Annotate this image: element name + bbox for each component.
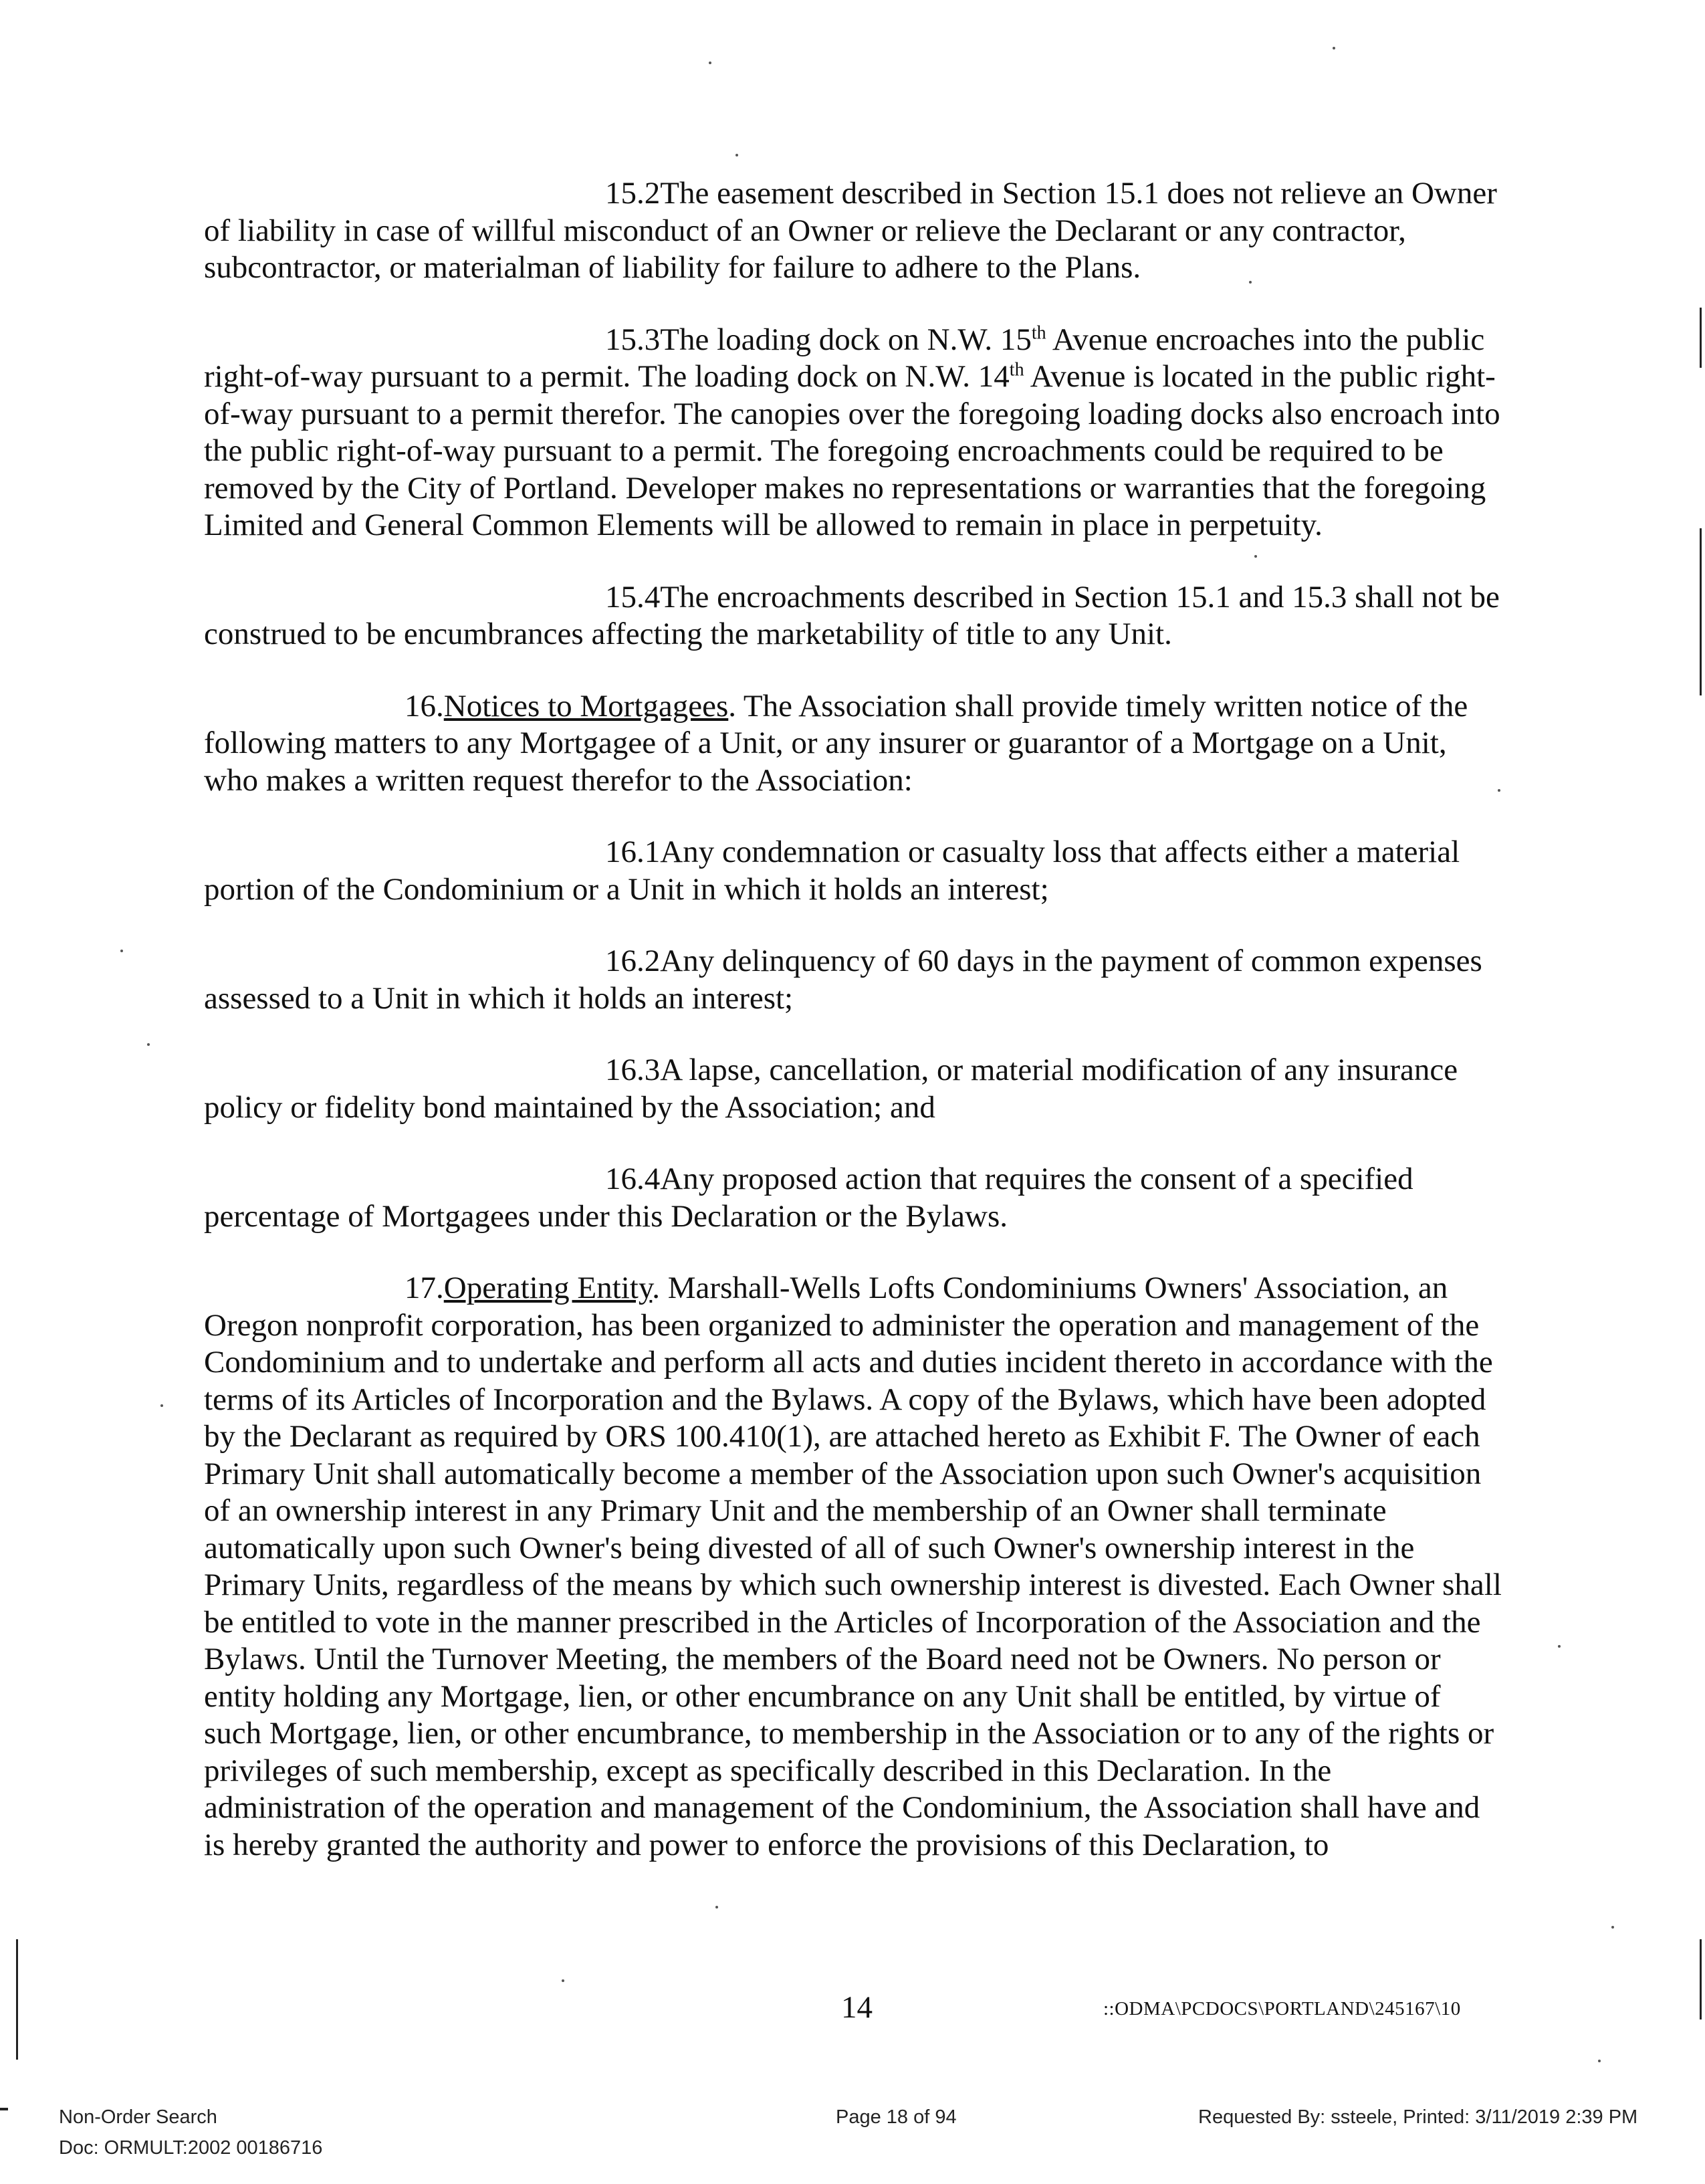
section-number: 16.2 bbox=[605, 944, 661, 978]
section-16 bbox=[204, 688, 1504, 800]
section-number: 17. bbox=[405, 1271, 444, 1305]
scan-speck bbox=[1558, 1645, 1561, 1648]
section-text: Any delinquency of 60 days in the payment of common expenses assessed to a Unit in which it holds an interest; bbox=[204, 944, 1482, 1016]
footer-page-count: Page 18 of 94 bbox=[836, 2106, 957, 2128]
section-number: 15.2 bbox=[605, 176, 661, 211]
scan-edge-mark bbox=[1700, 528, 1702, 695]
footer-search-type: Non-Order Search bbox=[59, 2106, 217, 2128]
scan-speck bbox=[1498, 789, 1500, 792]
section-text-part-c: Avenue is located in the public right-of-way pursuant to a permit therefor. The canopies over the foregoing loading docks also encroach into the public right-of-way pursuant to a permit. The foregoing encroachments could be required to be removed by the City of Portland. Developer makes no representations or warranties that the foregoing Limited and General Common Elements will be allowed to remain in place in perpetuity. bbox=[204, 359, 1500, 542]
superscript-ordinal: th bbox=[1031, 322, 1046, 343]
scan-edge-mark bbox=[1700, 308, 1702, 368]
section-heading: Notices to Mortgagees bbox=[443, 688, 729, 724]
scan-speck bbox=[147, 1043, 150, 1046]
scan-speck bbox=[1598, 2060, 1601, 2062]
page-number: 14 bbox=[841, 1990, 873, 2025]
section-number: 15.3 bbox=[605, 322, 661, 357]
scan-speck bbox=[709, 62, 711, 64]
superscript-ordinal: th bbox=[1009, 359, 1024, 380]
section-text: Any proposed action that requires the consent of a specified percentage of Mortgagees under this Declaration or the Bylaws. bbox=[204, 1162, 1413, 1234]
scan-speck bbox=[1333, 47, 1335, 49]
scan-edge-mark bbox=[16, 1939, 18, 2060]
scan-speck bbox=[1249, 281, 1252, 284]
section-text-part-a: The loading dock on N.W. 15 bbox=[660, 322, 1032, 357]
section-text: . Marshall-Wells Lofts Condominiums Owners' Association, an Oregon nonprofit corporation, has been organized to administer the operation and management of the Condominium and to undertake and perform all acts and duties incident thereto in accordance with the terms of its Articles of Incorporation and the Bylaws. A copy of the Bylaws, which have been adopted by the Declarant as required by ORS 100.410(1), are attached hereto as Exhibit F. The Owner of each Primary Unit shall automatically become a member of the Association upon such Owner's acquisition of an ownership interest in any Primary Unit and the membership of an Owner shall terminate automatically upon such Owner's being divested of all of such Owner's ownership interest in the Primary Units, regardless of the means by which such ownership interest is divested. Each Owner shall be entitled to vote in the manner prescribed in the Articles of Incorporation of the Association and the Bylaws. Until the Turnover Meeting, the members of the Board need not be Owners. No person or entity holding any Mortgage, lien, or other encumbrance on any Unit shall be entitled, by virtue of such Mortgage, lien, or other encumbrance, to membership in the Association or to any of the rights or privileges of such membership, except as specifically described in this Declaration. In the administration of the operation and management of the Condominium, the Association shall have and is hereby granted the authority and power to enforce the provisions of this Declaration, to bbox=[204, 1271, 1502, 1862]
section-text: The easement described in Section 15.1 does not relieve an Owner of liability in case of willful misconduct of an Owner or relieve the Declarant or any contractor, subcontractor, or materialman of liability for failure to adhere to the Plans. bbox=[204, 176, 1497, 285]
section-16-3 bbox=[204, 1052, 1504, 1126]
scan-speck bbox=[1611, 1926, 1614, 1929]
section-heading: Operating Entity bbox=[443, 1271, 653, 1305]
section-number: 16.3 bbox=[605, 1053, 661, 1087]
scan-edge-mark bbox=[1700, 1939, 1702, 2019]
scan-speck bbox=[120, 950, 123, 952]
section-text: A lapse, cancellation, or material modification of any insurance policy or fidelity bond maintained by the Association; and bbox=[204, 1053, 1458, 1125]
footer-doc-id: Doc: ORMULT:2002 00186716 bbox=[59, 2137, 323, 2159]
document-body bbox=[204, 175, 1504, 1898]
scan-edge-mark bbox=[0, 2108, 8, 2110]
section-number: 16.4 bbox=[605, 1162, 661, 1196]
scan-speck bbox=[1254, 555, 1257, 558]
section-text-part-b: Avenue encroaches into the public right-of-way pursuant to a permit. The loading dock on N.W. 14 bbox=[204, 322, 1485, 394]
section-16-2 bbox=[204, 943, 1504, 1017]
section-number: 15.4 bbox=[605, 579, 661, 615]
section-16-1 bbox=[204, 834, 1504, 908]
section-number: 16. bbox=[405, 688, 444, 724]
section-16-4 bbox=[204, 1161, 1504, 1235]
footer-requested-by: Requested By: ssteele, Printed: 3/11/2019 2:39 PM bbox=[1198, 2106, 1638, 2128]
document-path: ::ODMA\PCDOCS\PORTLAND\245167\10 bbox=[1103, 1998, 1461, 2019]
section-15-2 bbox=[204, 175, 1504, 287]
section-text: The encroachments described in Section 15.1 and 15.3 shall not be construed to be encumbrances affecting the marketability of title to any Unit. bbox=[204, 579, 1500, 651]
section-number: 16.1 bbox=[605, 835, 661, 869]
scan-speck bbox=[735, 154, 738, 156]
scan-speck bbox=[715, 1906, 718, 1908]
section-17 bbox=[204, 1270, 1504, 1864]
scan-speck bbox=[562, 1979, 564, 1982]
section-text: Any condemnation or casualty loss that affects either a material portion of the Condominium or a Unit in which it holds an interest; bbox=[204, 835, 1460, 907]
section-15-4 bbox=[204, 579, 1504, 653]
section-text: . The Association shall provide timely written notice of the following matters to any Mortgagee of a Unit, or any insurer or guarantor of a Mortgage on a Unit, who makes a written request therefor to the Association: bbox=[204, 688, 1468, 798]
section-15-3 bbox=[204, 322, 1504, 544]
scan-speck bbox=[160, 1404, 163, 1407]
